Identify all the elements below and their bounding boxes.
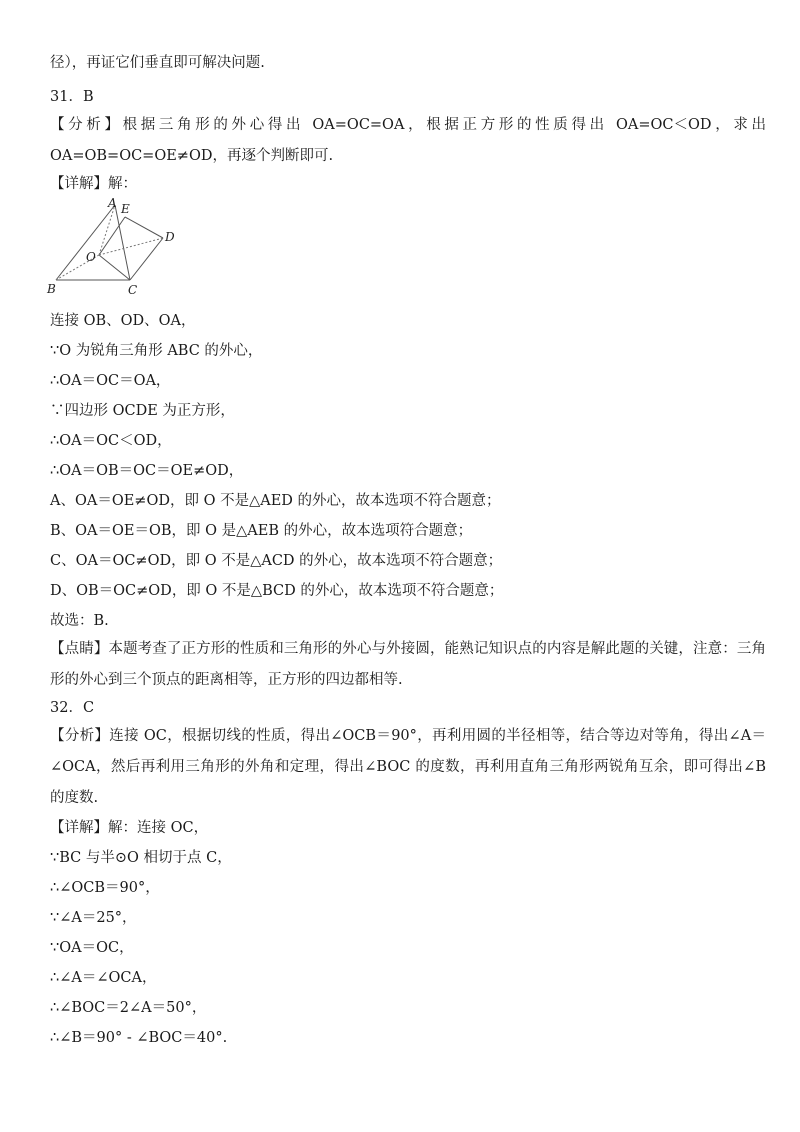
option-a-line: A、OA＝OE≠OD，即 O 不是△AED 的外心，故本选项不符合题意； bbox=[50, 493, 501, 509]
text-line: ∴OA＝OB＝OC＝OE≠OD， bbox=[50, 463, 244, 479]
detail-heading-31: 【详解】解： bbox=[50, 176, 137, 192]
label-e: E bbox=[121, 202, 130, 216]
option-c-line: C、OA＝OC≠OD，即 O 不是△ACD 的外心，故本选项不符合题意； bbox=[50, 553, 503, 569]
segment-ed bbox=[125, 217, 163, 238]
text-line: ∵OA＝OC， bbox=[50, 940, 134, 956]
text-line: 连接 OB、OD、OA， bbox=[50, 313, 196, 329]
detail-heading-32: 【详解】解：连接 OC， bbox=[50, 820, 209, 836]
segment-dc bbox=[130, 238, 163, 280]
option-b-line: B、OA＝OE＝OB，即 O 是△AEB 的外心，故本选项符合题意； bbox=[50, 523, 473, 539]
question-number-32: 32．C bbox=[50, 700, 95, 716]
label-o: O bbox=[86, 250, 96, 264]
text-line: ∴∠A＝∠OCA， bbox=[50, 970, 157, 986]
label-d: D bbox=[165, 230, 175, 244]
text-line: ∴∠OCB＝90°， bbox=[50, 880, 160, 896]
answer-line: 故选：B. bbox=[50, 613, 109, 629]
text-line: 径），再证它们垂直即可解决问题. bbox=[50, 55, 265, 71]
option-d-line: D、OB＝OC≠OD，即 O 不是△BCD 的外心，故本选项不符合题意； bbox=[50, 583, 504, 599]
segment-ac bbox=[115, 205, 130, 280]
label-c: C bbox=[128, 283, 138, 297]
text-line: ∵∠A＝25°， bbox=[50, 910, 137, 926]
label-a: A bbox=[108, 196, 117, 210]
text-line: ∵BC 与半⊙O 相切于点 C， bbox=[50, 850, 232, 866]
analysis-paragraph-32: 【分析】连接 OC，根据切线的性质，得出∠OCB＝90°，再利用圆的半径相等，结合等边对等角，得出∠A＝∠OCA，然后再利用三角形的外角和定理，得出∠BOC 的度数，再利用直角三角形两锐角互余，即可得出∠B 的度数. bbox=[50, 728, 766, 806]
geometry-figure bbox=[46, 197, 186, 297]
text-line: ∵四边形 OCDE 为正方形， bbox=[50, 403, 235, 419]
text-line: ∴∠BOC＝2∠A＝50°， bbox=[50, 1000, 207, 1016]
text-line: ∴OA＝OC＝OA， bbox=[50, 373, 171, 389]
label-b: B bbox=[47, 282, 56, 296]
text-line: ∵O 为锐角三角形 ABC 的外心， bbox=[50, 343, 263, 359]
comment-paragraph-31: 【点睛】本题考查了正方形的性质和三角形的外心与外接圆，能熟记知识点的内容是解此题的关键，注意：三角形的外心到三个顶点的距离相等，正方形的四边都相等. bbox=[50, 641, 766, 688]
analysis-paragraph-31: 【分析】根据三角形的外心得出 OA=OC=OA，根据正方形的性质得出 OA=OC＜OD，求出 OA=OB=OC=OE≠OD，再逐个判断即可. bbox=[50, 117, 766, 164]
segment-oa-dotted bbox=[99, 205, 115, 255]
text-line: ∴∠B＝90° - ∠BOC＝40°. bbox=[50, 1030, 228, 1046]
text-line: ∴OA＝OC＜OD， bbox=[50, 433, 172, 449]
question-number-31: 31．B bbox=[50, 89, 94, 105]
segment-ab bbox=[56, 205, 115, 280]
